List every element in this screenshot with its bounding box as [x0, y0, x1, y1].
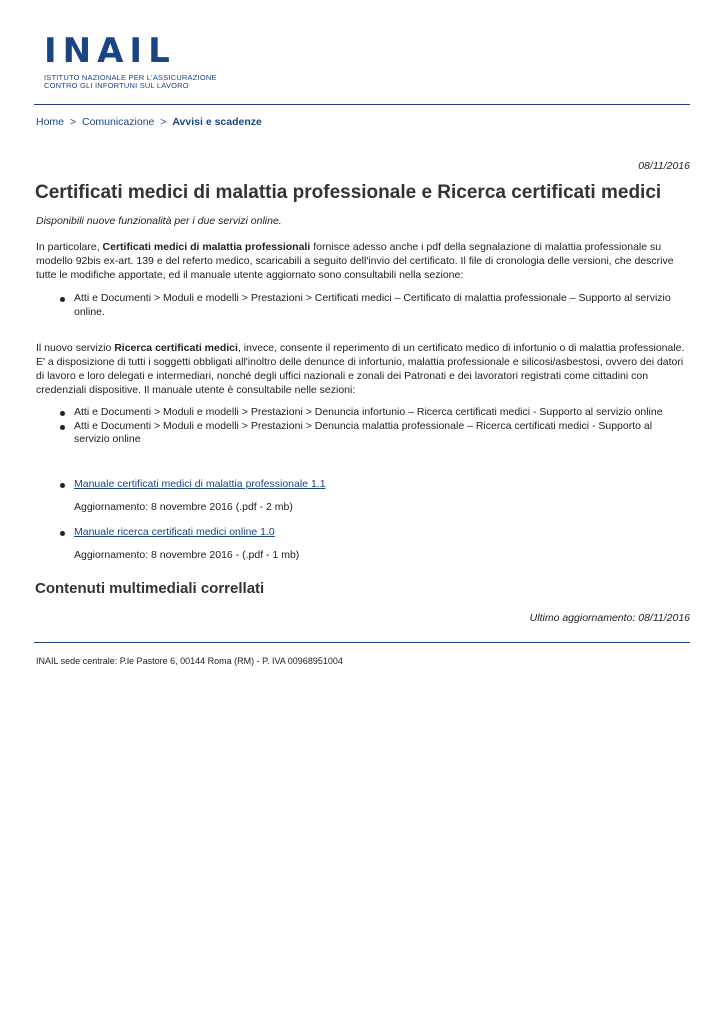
breadcrumb-current: Avvisi e scadenze [172, 116, 262, 128]
document-link-manuale-ricerca[interactable]: Manuale ricerca certificati medici online 1.0 [74, 526, 275, 538]
list-item-text: Atti e Documenti > Moduli e modelli > Prestazioni > Certificati medici – Certificato di malattia professionale – Supporto al servizio online. [74, 292, 671, 318]
article-subtitle: Disponibili nuove funzionalità per i due servizi online. [36, 215, 282, 227]
footer-text: INAIL sede centrale: P.le Pastore 6, 00144 Roma (RM) - P. IVA 00968951004 [36, 656, 343, 666]
breadcrumb-separator: > [160, 116, 167, 128]
logo-subtitle-line-2: CONTRO GLI INFORTUNI SUL LAVORO [44, 81, 189, 90]
list-item [56, 292, 688, 319]
logo-subtitle-line-1: ISTITUTO NAZIONALE PER L'ASSICURAZIONE [44, 73, 217, 82]
publish-date: 08/11/2016 [638, 160, 690, 172]
paragraph-ricerca [36, 341, 688, 397]
related-content-heading: Contenuti multimediali correllati [35, 580, 265, 597]
document-link-manuale-malattia[interactable]: Manuale certificati medici di malattia professionale 1.1 [74, 478, 326, 490]
paragraph-intro [36, 240, 688, 282]
bullet-icon [60, 483, 65, 488]
list-item-text: Atti e Documenti > Moduli e modelli > Prestazioni > Denuncia malattia professionale – Ricerca certificati medici - Supporto al servizio online [74, 419, 653, 445]
site-header [44, 31, 217, 90]
document-meta: Aggiornamento: 8 novembre 2016 - (.pdf - 1 mb) [74, 549, 300, 561]
list-item-text: Atti e Documenti > Moduli e modelli > Prestazioni > Denuncia infortunio – Ricerca certificati medici - Supporto al servizio online [74, 406, 663, 418]
bullet-icon [60, 425, 65, 430]
logo-subtitle [44, 74, 217, 90]
bullet-list-2 [56, 406, 688, 447]
list-item [56, 420, 688, 447]
breadcrumb-comunicazione[interactable]: Comunicazione [82, 116, 155, 128]
paragraph-intro-pre: In particolare, [36, 241, 103, 253]
bullet-list-1 [56, 292, 688, 319]
breadcrumb-home[interactable]: Home [36, 116, 65, 128]
header-divider [34, 104, 690, 105]
paragraph-ricerca-bold: Ricerca certificati medici [114, 342, 238, 354]
breadcrumb-separator: > [69, 116, 77, 128]
page-title: Certificati medici di malattia professionale e Ricerca certificati medici [35, 182, 662, 203]
list-item [56, 406, 688, 420]
bullet-icon [60, 531, 65, 536]
paragraph-ricerca-pre: Il nuovo servizio [36, 342, 115, 354]
breadcrumb [36, 116, 262, 128]
footer-divider [34, 642, 690, 643]
paragraph-ricerca-post: , invece, consente il reperimento di un certificato medico di infortunio o di malattia professionale. E' a disposizione di tutti i soggetti obbligati all'inoltro delle denunce di infortunio, malattia professionale e silicosi/asbestosi, ovvero dei datori di lavoro e loro delegati e intermediari, nonché degli uffici nazionali e zonali dei Patronati e dei lavoratori registrati come cittadini con credenziali dispositive. Il manuale utente è consultabile nelle sezioni: [36, 342, 685, 396]
paragraph-intro-post: fornisce adesso anche i pdf della segnalazione di malattia professionale su modello 92bis ex-art. 139 e del referto medico, scaricabili a seguito dell'invio del certificato. Il file di cronologia delle versioni, che descrive tutte le modifiche apportate, ed il manuale utente aggiornato sono consultabili nella sezione: [36, 241, 674, 281]
bullet-icon [60, 411, 65, 416]
last-updated: Ultimo aggiornamento: 08/11/2016 [529, 612, 690, 624]
inail-logo[interactable]: INAIL [44, 31, 176, 71]
bullet-icon [60, 297, 65, 302]
paragraph-intro-bold: Certificati medici di malattia professionali [102, 241, 311, 253]
document-meta: Aggiornamento: 8 novembre 2016 (.pdf - 2 mb) [74, 501, 293, 513]
